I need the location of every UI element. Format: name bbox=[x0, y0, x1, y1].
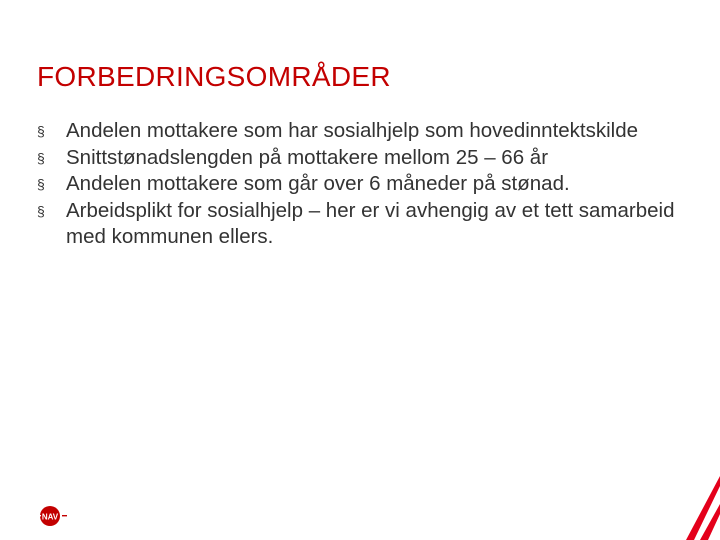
bullet-text: Arbeidsplikt for sosialhjelp – her er vi avhengig av et tett samarbeid med kommunen ellers. bbox=[66, 198, 675, 248]
bullet-list bbox=[37, 118, 687, 251]
bullet-item bbox=[37, 198, 687, 251]
bullet-icon: § bbox=[37, 123, 45, 139]
bullet-item bbox=[37, 118, 687, 145]
nav-logo-icon bbox=[36, 504, 80, 534]
bullet-text: Andelen mottakere som går over 6 måneder på stønad. bbox=[66, 172, 570, 195]
bullet-item bbox=[37, 171, 687, 198]
bullet-icon: § bbox=[37, 202, 45, 219]
nav-logo-text: NAV bbox=[41, 512, 59, 522]
bullet-text: Snittstønadslengden på mottakere mellom 25 – 66 år bbox=[66, 145, 549, 169]
bullet-text: Andelen mottakere som har sosialhjelp som hovedinntektskilde bbox=[66, 119, 639, 142]
bullet-icon: § bbox=[37, 176, 45, 192]
red-diagonal-stripes-icon bbox=[684, 468, 720, 540]
bullet-icon: § bbox=[37, 149, 45, 166]
bullet-item bbox=[37, 145, 687, 172]
slide-title: FORBEDRINGSOMRÅDER bbox=[37, 61, 391, 92]
